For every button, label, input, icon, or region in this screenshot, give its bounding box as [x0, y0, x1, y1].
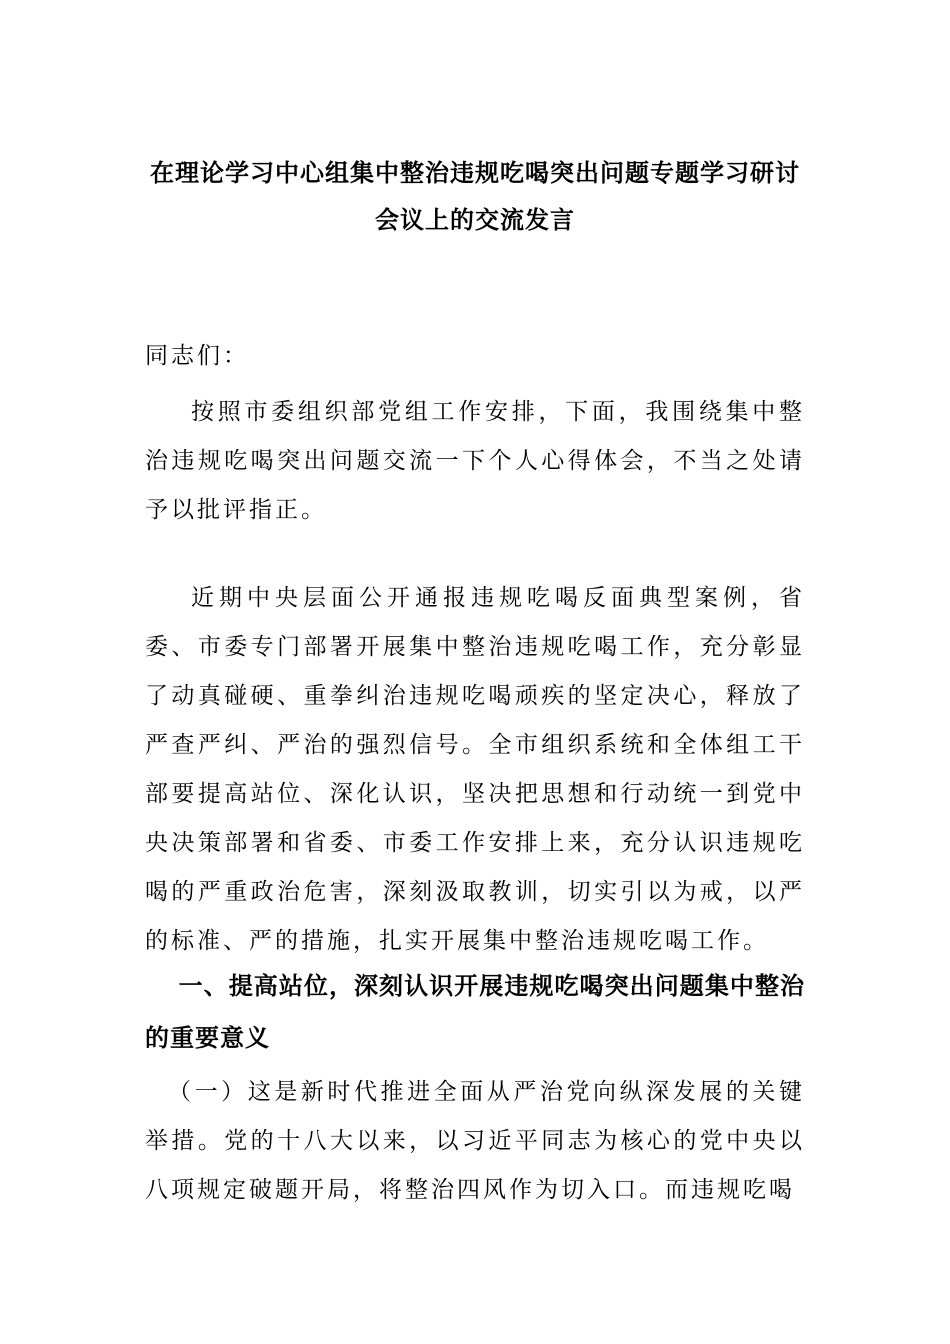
section-heading-1: 一、提高站位，深刻认识开展违规吃喝突出问题集中整治的重要意义 [145, 972, 805, 1052]
salutation: 同志们： [145, 343, 249, 369]
paragraph-background: 近期中央层面公开通报违规吃喝反面典型案例，省委、市委专门部署开展集中整治违规吃喝工作，充分彰显了动真碰硬、重拳纠治违规吃喝顽疾的坚定决心，释放了严查严纠、严治的强烈信号。全市组织系统和全体组工干部要提高站位、深化认识，坚决把思想和行动统一到党中央决策部署和省委、市委工作安排上来，充分认识违规吃喝的严重政治危害，深刻汲取教训，切实引以为戒，以严的标准、严的措施，扎实开展集中整治违规吃喝工作。 [145, 585, 805, 954]
paragraph-intro: 按照市委组织部党组工作安排，下面，我围绕集中整治违规吃喝突出问题交流一下个人心得体会，不当之处请予以批评指正。 [145, 399, 805, 523]
document-title: 在理论学习中心组集中整治违规吃喝突出问题专题学习研讨会议上的交流发言 [150, 159, 800, 234]
sub-paragraph-1: （一）这是新时代推进全面从严治党向纵深发展的关键举措。党的十八大以来，以习近平同志为核心的党中央以八项规定破题开局，将整治四风作为切入口。而违规吃喝 [145, 1079, 805, 1203]
